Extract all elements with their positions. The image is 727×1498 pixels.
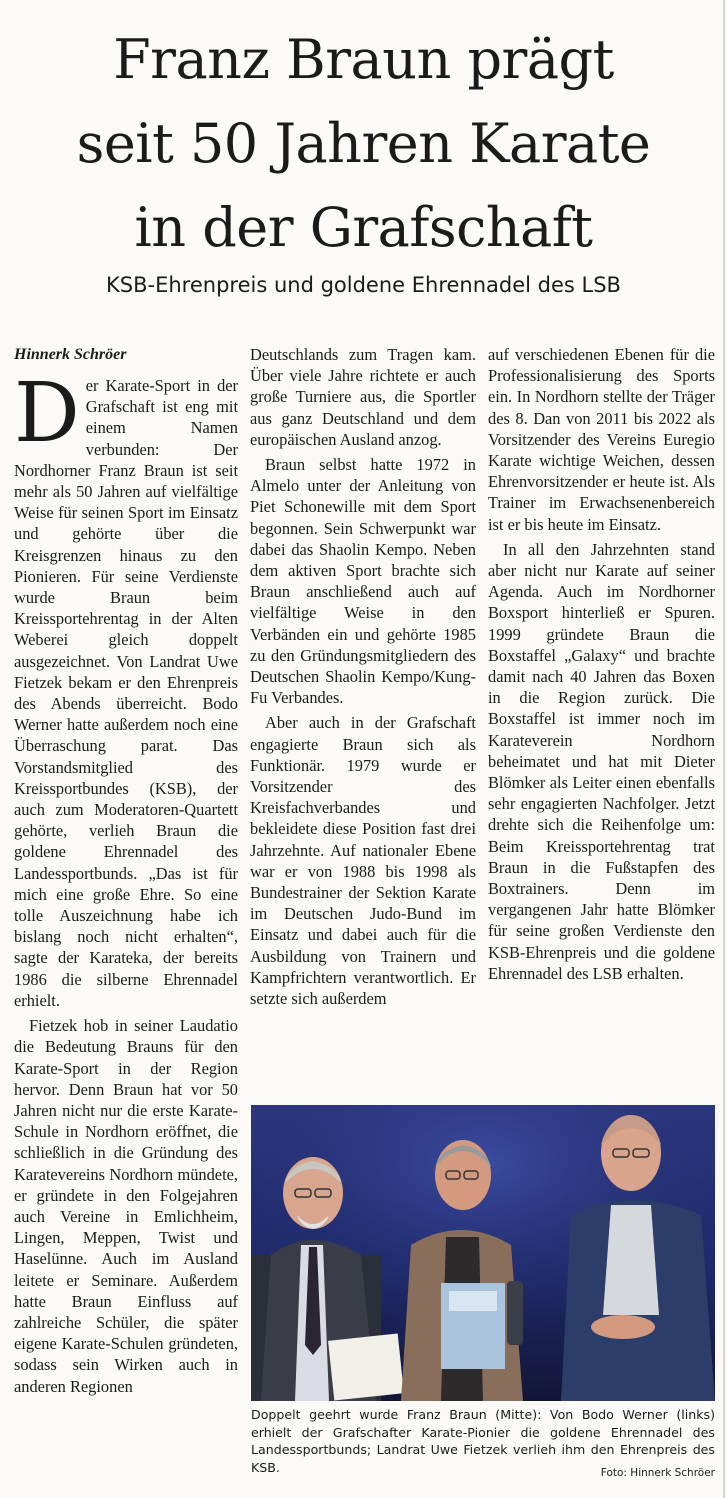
photo-caption: Doppelt geehrt wurde Franz Braun (Mitte): Von Bodo Werner (links) erhielt der Grafschafter Karate-Pionier die goldene Ehrennadel des Landessportbunds; Landrat Uwe Fietzek verlieh ihm den Ehrenpreis des KSB. xyxy=(251,1407,715,1475)
award-photo xyxy=(251,1105,715,1401)
photo-credit: Foto: Hinnerk Schröer xyxy=(600,1467,715,1479)
paragraph: In all den Jahrzehnten stand aber nicht nur Karate auf seiner Agenda. Auch im Nordhorner Boxsport hinterließ er Spuren. 1999 gründete Braun die Boxstaffel „Galaxy“ und brachte damit nach 40 Jahren das Boxen in die Region zurück. Die Boxstaffel ist immer noch im Karateverein Nordhorn beheimatet und hat mit Dieter Blömker als Leiter einen ebenfalls sehr engagierten Nachfolger. Jetzt drehte sich die Reihenfolge um: Beim Kreissportehrentag trat Braun in die Fußstapfen des Boxtrainers. Denn im vergangenen Jahr hatte Blömker für seine großen Verdienste den KSB-Ehrenpreis und die goldene Ehrennadel des LSB erhalten. xyxy=(488,539,715,983)
paragraph: Fietzek hob in seiner Laudatio die Bedeutung Brauns für den Karate-Sport in der Region hervor. Denn Braun hat vor 50 Jahren nicht nur die erste Karate-Schule in Nordhorn eröffnet, die schließlich in die Gründung des Karatevereins Nordhorn mündete, er gründete in den Folgejahren auch Vereine in Emlichheim, Lingen, Meppen, Twist und Haselünne. Auch im Ausland leitete er Seminare. Außerdem hatte Braun Einfluss auf zahlreiche Schüler, die später eigene Karate-Schulen gründeten, sodass sein Wirken auch in anderen Regionen xyxy=(14,1016,238,1396)
column-1 xyxy=(14,344,238,1397)
headline xyxy=(10,18,717,270)
paragraph: Deutschlands zum Tragen kam. Über viele Jahre richtete er auch große Turniere aus, die Sportler aus ganz Deutschland und dem europäischen Ausland anzog. xyxy=(250,345,476,449)
paragraph: auf verschiedenen Ebenen für die Professionalisierung des Sports ein. In Nordhorn stellte der Träger des 8. Dan von 2011 bis 2022 als Vorsitzender des Vereins Euregio Karate wichtige Weichen, dessen Ehrenvorsitzender er heute ist. Als Trainer im Erwachsenenbereich ist er bis heute im Einsatz. xyxy=(488,345,715,534)
photo-illustration xyxy=(251,1105,715,1401)
paragraph xyxy=(14,366,238,1011)
column-2 xyxy=(250,344,476,1009)
author-byline: Hinnerk Schröer xyxy=(14,346,127,363)
headline-line-2: seit 50 Jahren Karate xyxy=(76,112,651,175)
column-3 xyxy=(488,344,715,984)
paragraph: Aber auch in der Grafschaft engagierte Braun sich als Funktionär. 1979 wurde er Vorsitzender des Kreisfachverbandes und bekleidete diese Position fast drei Jahrzehnte. Auf nationaler Ebene war er von 1988 bis 1998 als Bundestrainer der Sektion Karate im Deutschen Judo-Bund im Einsatz und dabei auch für die Ausbildung von Trainern und Kampfrichtern verantwortlich. Er setzte sich außerdem xyxy=(250,713,476,1009)
headline-line-1: Franz Braun prägt xyxy=(113,28,614,91)
subtitle: KSB-Ehrenpreis und goldene Ehrennadel des LSB xyxy=(106,273,621,297)
paragraph-text: er Karate-Sport in der Grafschaft ist eng mit einem Namen verbunden: Der Nordhorner Franz Braun ist seit mehr als 50 Jahren auf vielfältige Weise für seinen Sport im Einsatz und gehörte über die Kreisgrenzen hinaus zu den Pionieren. Für seine Verdienste wurde Braun beim Kreissportehrentag in der Alten Weberei gleich doppelt ausgezeichnet. Von Landrat Uwe Fietzek bekam er den Ehrenpreis des Abends überreicht. Bodo Werner hatte außerdem noch eine Überraschung parat. Das Vorstandsmitglied des Kreissportbundes (KSB), der auch zum Moderatoren-Quartett gehörte, verlieh Braun die goldene Ehrennadel des Landessportbunds. „Das ist für mich eine große Ehre. So eine tolle Auszeichnung habe ich bislang noch nicht erhalten“, sagte der Karateka, der bereits 1986 die silberne Ehrennadel erhielt. xyxy=(14,376,238,1010)
paragraph: Braun selbst hatte 1972 in Almelo unter der Anleitung von Piet Schonewille mit dem Sport begonnen. Sein Schwerpunkt war dabei das Shaolin Kempo. Neben dem aktiven Sport brachte sich Braun anschließend auch auf vielfältige Weise in den Verbänden ein und gehörte 1985 zu den Gründungsmitgliedern des Deutschen Shaolin Kempo/Kung-Fu Verbandes. xyxy=(250,455,476,708)
page-edge-rule xyxy=(723,0,725,1498)
headline-line-3: in der Grafschaft xyxy=(134,196,593,259)
drop-cap: D xyxy=(14,366,80,461)
